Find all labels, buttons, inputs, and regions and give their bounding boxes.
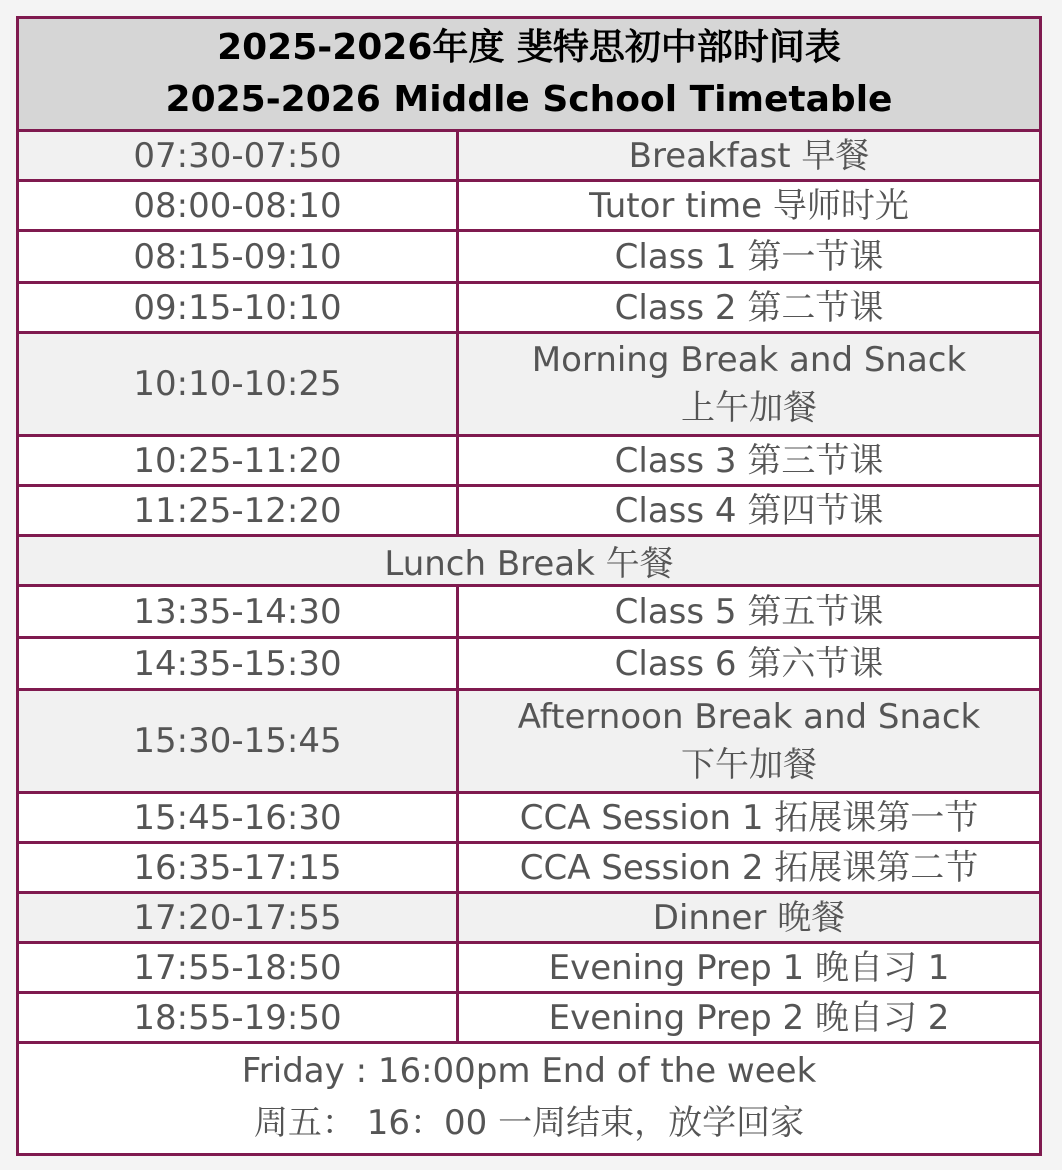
time-cell: 15:45-16:30: [19, 794, 459, 841]
friday-note: [19, 1041, 1039, 1153]
lunch-row: [19, 537, 1039, 587]
time-cell: 17:20-17:55: [19, 894, 459, 941]
activity-cell: [459, 132, 1039, 179]
activity-label: Breakfast 早餐: [628, 135, 870, 176]
activity-cell: [459, 487, 1039, 534]
activity-cell: [459, 334, 1039, 434]
activity-label: Class 5 第五节课: [614, 591, 884, 632]
timetable-row: [19, 232, 1039, 284]
time-cell: 17:55-18:50: [19, 944, 459, 991]
activity-label: CCA Session 2 拓展课第二节: [519, 847, 979, 888]
activity-cell: [459, 844, 1039, 891]
timetable-row: [19, 844, 1039, 894]
time-cell: 08:15-09:10: [19, 232, 459, 281]
activity-cell: [459, 691, 1039, 791]
timetable-row: [19, 691, 1039, 794]
activity-label: Class 6 第六节课: [614, 643, 884, 684]
time-cell: 08:00-08:10: [19, 182, 459, 229]
timetable-title: [19, 19, 1039, 132]
timetable-row: [19, 487, 1039, 537]
time-cell: 16:35-17:15: [19, 844, 459, 891]
time-cell: 10:25-11:20: [19, 437, 459, 484]
time-cell: 15:30-15:45: [19, 691, 459, 791]
activity-label: Class 3 第三节课: [614, 440, 884, 481]
timetable-row: [19, 994, 1039, 1044]
activity-cell: [459, 587, 1039, 636]
activity-cell: [459, 894, 1039, 941]
activity-label: Evening Prep 2 晚自习 2: [548, 997, 950, 1038]
activity-label: Evening Prep 1 晚自习 1: [548, 947, 950, 988]
friday-note-english: Friday : 16:00pm End of the week: [241, 1051, 817, 1091]
activity-label-chinese: 上午加餐: [681, 388, 817, 428]
activity-cell: [459, 794, 1039, 841]
timetable-row: [19, 284, 1039, 334]
title-chinese: 2025-2026年度 斐特思初中部时间表: [217, 27, 841, 68]
time-cell: 18:55-19:50: [19, 994, 459, 1041]
time-cell: 10:10-10:25: [19, 334, 459, 434]
time-cell: 11:25-12:20: [19, 487, 459, 534]
activity-label-chinese: 下午加餐: [681, 745, 817, 785]
timetable-row: [19, 132, 1039, 182]
activity-cell: [459, 639, 1039, 688]
activity-cell: [459, 182, 1039, 229]
activity-cell: [459, 284, 1039, 331]
activity-cell: [459, 944, 1039, 991]
timetable-row: [19, 944, 1039, 994]
activity-label: Class 4 第四节课: [614, 490, 884, 531]
time-cell: 14:35-15:30: [19, 639, 459, 688]
timetable-row: [19, 437, 1039, 487]
lunch-label: Lunch Break 午餐: [384, 544, 674, 584]
activity-label: Class 1 第一节课: [614, 236, 884, 277]
timetable-row: [19, 894, 1039, 944]
activity-label: CCA Session 1 拓展课第一节: [519, 797, 979, 838]
timetable-row: [19, 587, 1039, 639]
time-cell: 07:30-07:50: [19, 132, 459, 179]
timetable-row: [19, 334, 1039, 437]
activity-label: Dinner 晚餐: [652, 897, 846, 938]
friday-note-chinese: 周五： 16：00 一周结束，放学回家: [253, 1103, 805, 1143]
activity-label: Tutor time 导师时光: [589, 185, 909, 226]
activity-cell: [459, 994, 1039, 1041]
time-cell: 09:15-10:10: [19, 284, 459, 331]
time-cell: 13:35-14:30: [19, 587, 459, 636]
activity-label: Morning Break and Snack: [531, 340, 967, 380]
title-english: 2025-2026 Middle School Timetable: [165, 79, 893, 120]
activity-label: Afternoon Break and Snack: [517, 697, 981, 737]
timetable-row: [19, 639, 1039, 691]
activity-label: Class 2 第二节课: [614, 287, 884, 328]
activity-cell: [459, 232, 1039, 281]
activity-cell: [459, 437, 1039, 484]
timetable-row: [19, 794, 1039, 844]
timetable: [16, 16, 1042, 1156]
timetable-row: [19, 182, 1039, 232]
